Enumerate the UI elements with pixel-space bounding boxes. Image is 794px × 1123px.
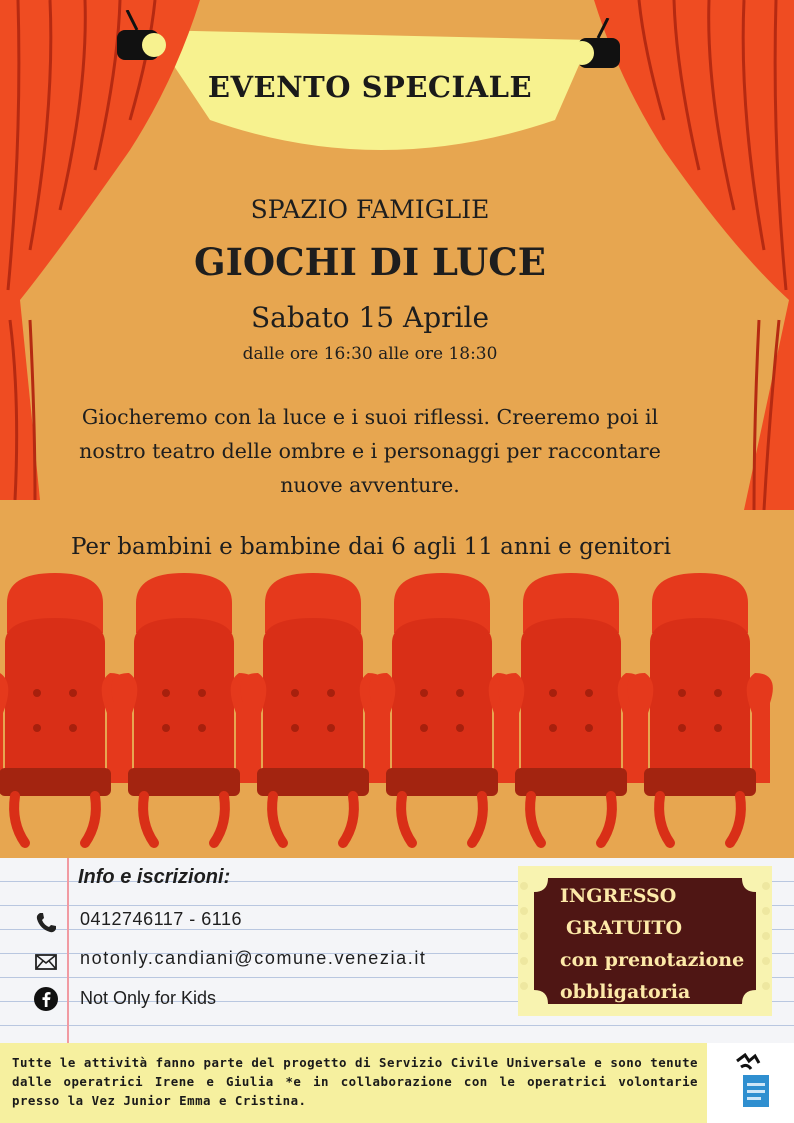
event-hours: dalle ore 16:30 alle ore 18:30 <box>242 344 498 364</box>
ticket-text <box>560 880 760 1008</box>
facebook-icon <box>34 987 58 1011</box>
footer-note: Tutte le attività fanno parte del progetto di Servizio Civile Universale e sono tenute dalle operatrici Irene e Giulia *e in collaborazione con le operatrici volontarie presso la Vez Junior Emma e Cristina. <box>12 1055 698 1108</box>
description-line: Giocheremo con la luce e i suoi riflessi. Creeremo poi il <box>81 405 659 429</box>
facebook-page[interactable]: Not Only for Kids <box>80 988 217 1008</box>
ticket-line: con prenotazione <box>560 949 745 971</box>
ticket-line: GRATUITO <box>566 917 683 939</box>
description-line: nuove avventure. <box>280 473 460 497</box>
info-title: Info e iscrizioni: <box>78 866 231 888</box>
mail-icon <box>34 950 58 974</box>
ticket-line: INGRESSO <box>560 885 677 907</box>
event-date: Sabato 15 Aprile <box>250 301 490 334</box>
event-subtitle: SPAZIO FAMIGLIE <box>250 195 490 224</box>
ticket-line: obbligatoria <box>560 981 691 1003</box>
event-banner: EVENTO SPECIALE <box>207 70 533 104</box>
margin-line <box>67 858 69 1043</box>
target-audience: Per bambini e bambine dai 6 agli 11 anni e genitori <box>70 534 672 560</box>
event-description <box>50 400 690 502</box>
theatre-seats <box>0 568 794 860</box>
event-title: GIOCHI DI LUCE <box>194 240 546 284</box>
spotlight-icon <box>112 10 172 70</box>
phone-icon <box>34 911 58 935</box>
phone-number[interactable]: 0412746117 - 6116 <box>80 909 242 929</box>
description-line: nostro teatro delle ombre e i personaggi per raccontare <box>79 439 661 463</box>
email-address[interactable]: notonly.candiani@comune.venezia.it <box>80 948 427 968</box>
organization-logo <box>733 1053 773 1111</box>
spotlight-icon <box>568 18 628 78</box>
